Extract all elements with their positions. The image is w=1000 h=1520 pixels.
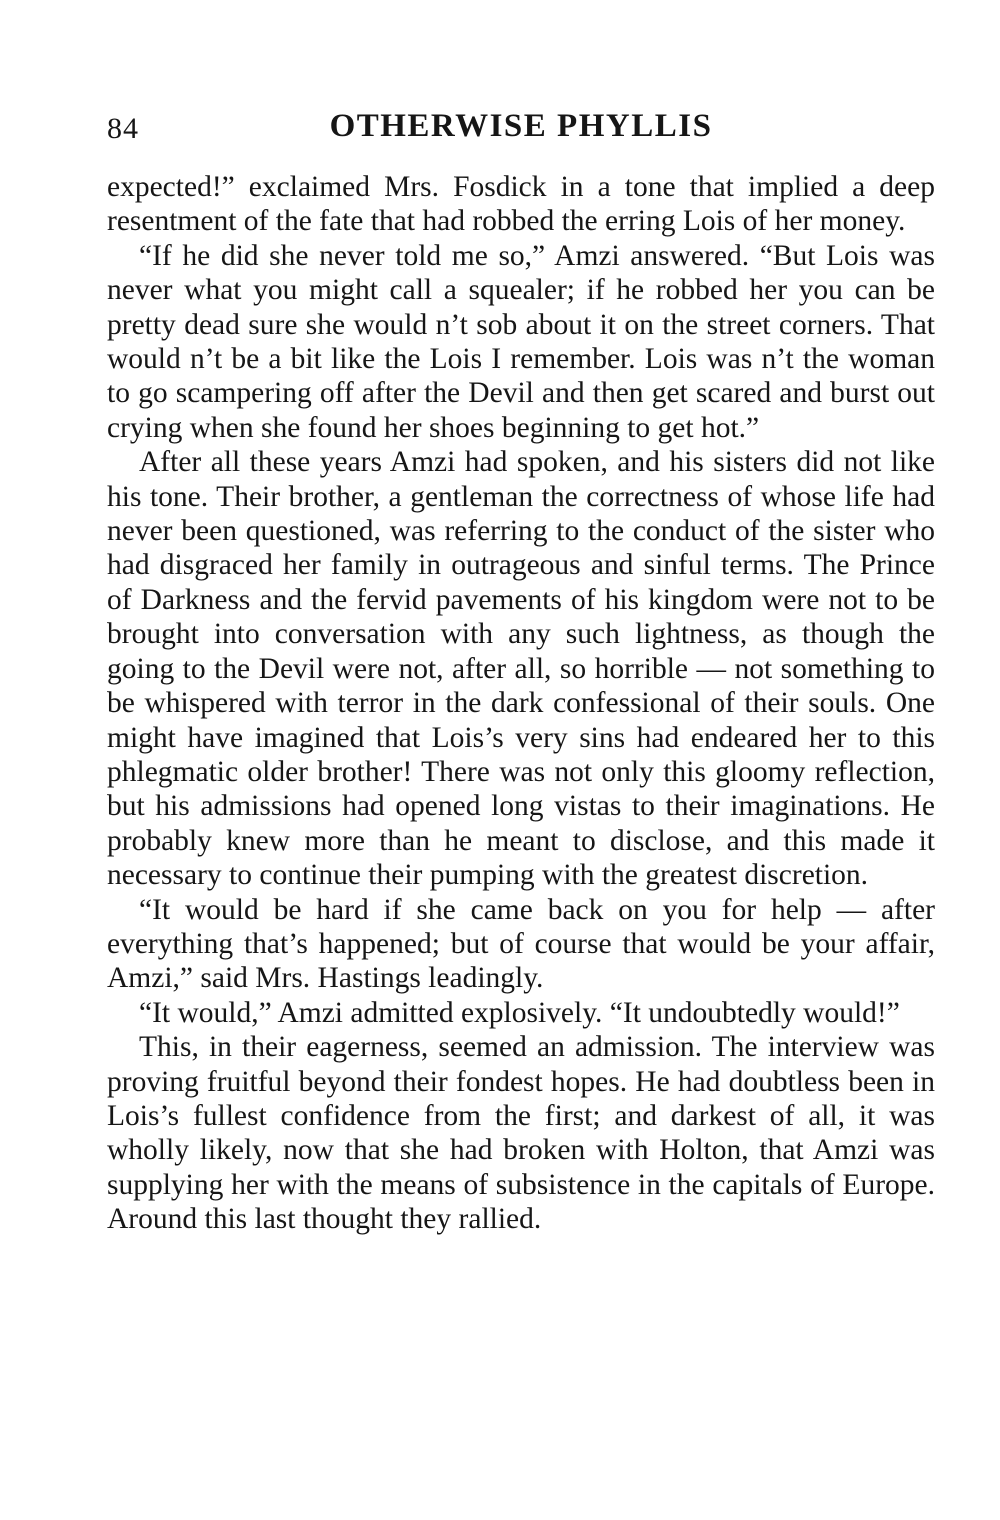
book-page [107,108,935,1237]
paragraph: This, in their eagerness, seemed an admission. The interview was proving fruitful beyond their fondest hopes. He had doubtless been in Lois’s fullest confidence from the first; and darkest of all, it was wholly likely, now that she had broken with Holton, that Amzi was supplying her with the means of subsistence in the capitals of Europe. Around this last thought they rallied. [107,1031,935,1236]
page-header [107,108,935,158]
paragraph: “If he did she never told me so,” Amzi answered. “But Lois was never what you might call a squealer; if he robbed her you can be pretty dead sure she would n’t sob about it on the street corners. That would n’t be a bit like the Lois I remember. Lois was n’t the woman to go scampering off after the Devil and then get scared and burst out crying when she found her shoes beginning to get hot.” [107,239,935,444]
body-text [107,170,935,1237]
paragraph: “It would be hard if she came back on you for help — after everything that’s happened; but of course that would be your affair, Amzi,” said Mrs. Hastings leadingly. [107,893,935,995]
paragraph: After all these years Amzi had spoken, and his sisters did not like his tone. Their brother, a gentleman the correctness of whose life had never been questioned, was referring to the conduct of the sister who had disgraced her family in outrageous and sinful terms. The Prince of Darkness and the fervid pavements of his kingdom were not to be brought into conversation with any such lightness, as though the going to the Devil were not, after all, so horrible — not something to be whispered with terror in the dark confessional of their souls. One might have imagined that Lois’s very sins had endeared her to this phlegmatic older brother! There was not only this gloomy reflection, but his admissions had opened long vistas to their imaginations. He probably knew more than he meant to disclose, and this made it necessary to continue their pumping with the greatest discretion. [107,446,935,892]
paragraph: “It would,” Amzi admitted explosively. “It undoubtedly would!” [139,996,900,1029]
paragraph-continuation: expected!” exclaimed Mrs. Fosdick in a tone that implied a deep resentment of the fate that had robbed the erring Lois of her money. [107,171,935,238]
page-number: 84 [107,112,139,145]
running-title: OTHERWISE PHYLLIS [329,108,713,144]
